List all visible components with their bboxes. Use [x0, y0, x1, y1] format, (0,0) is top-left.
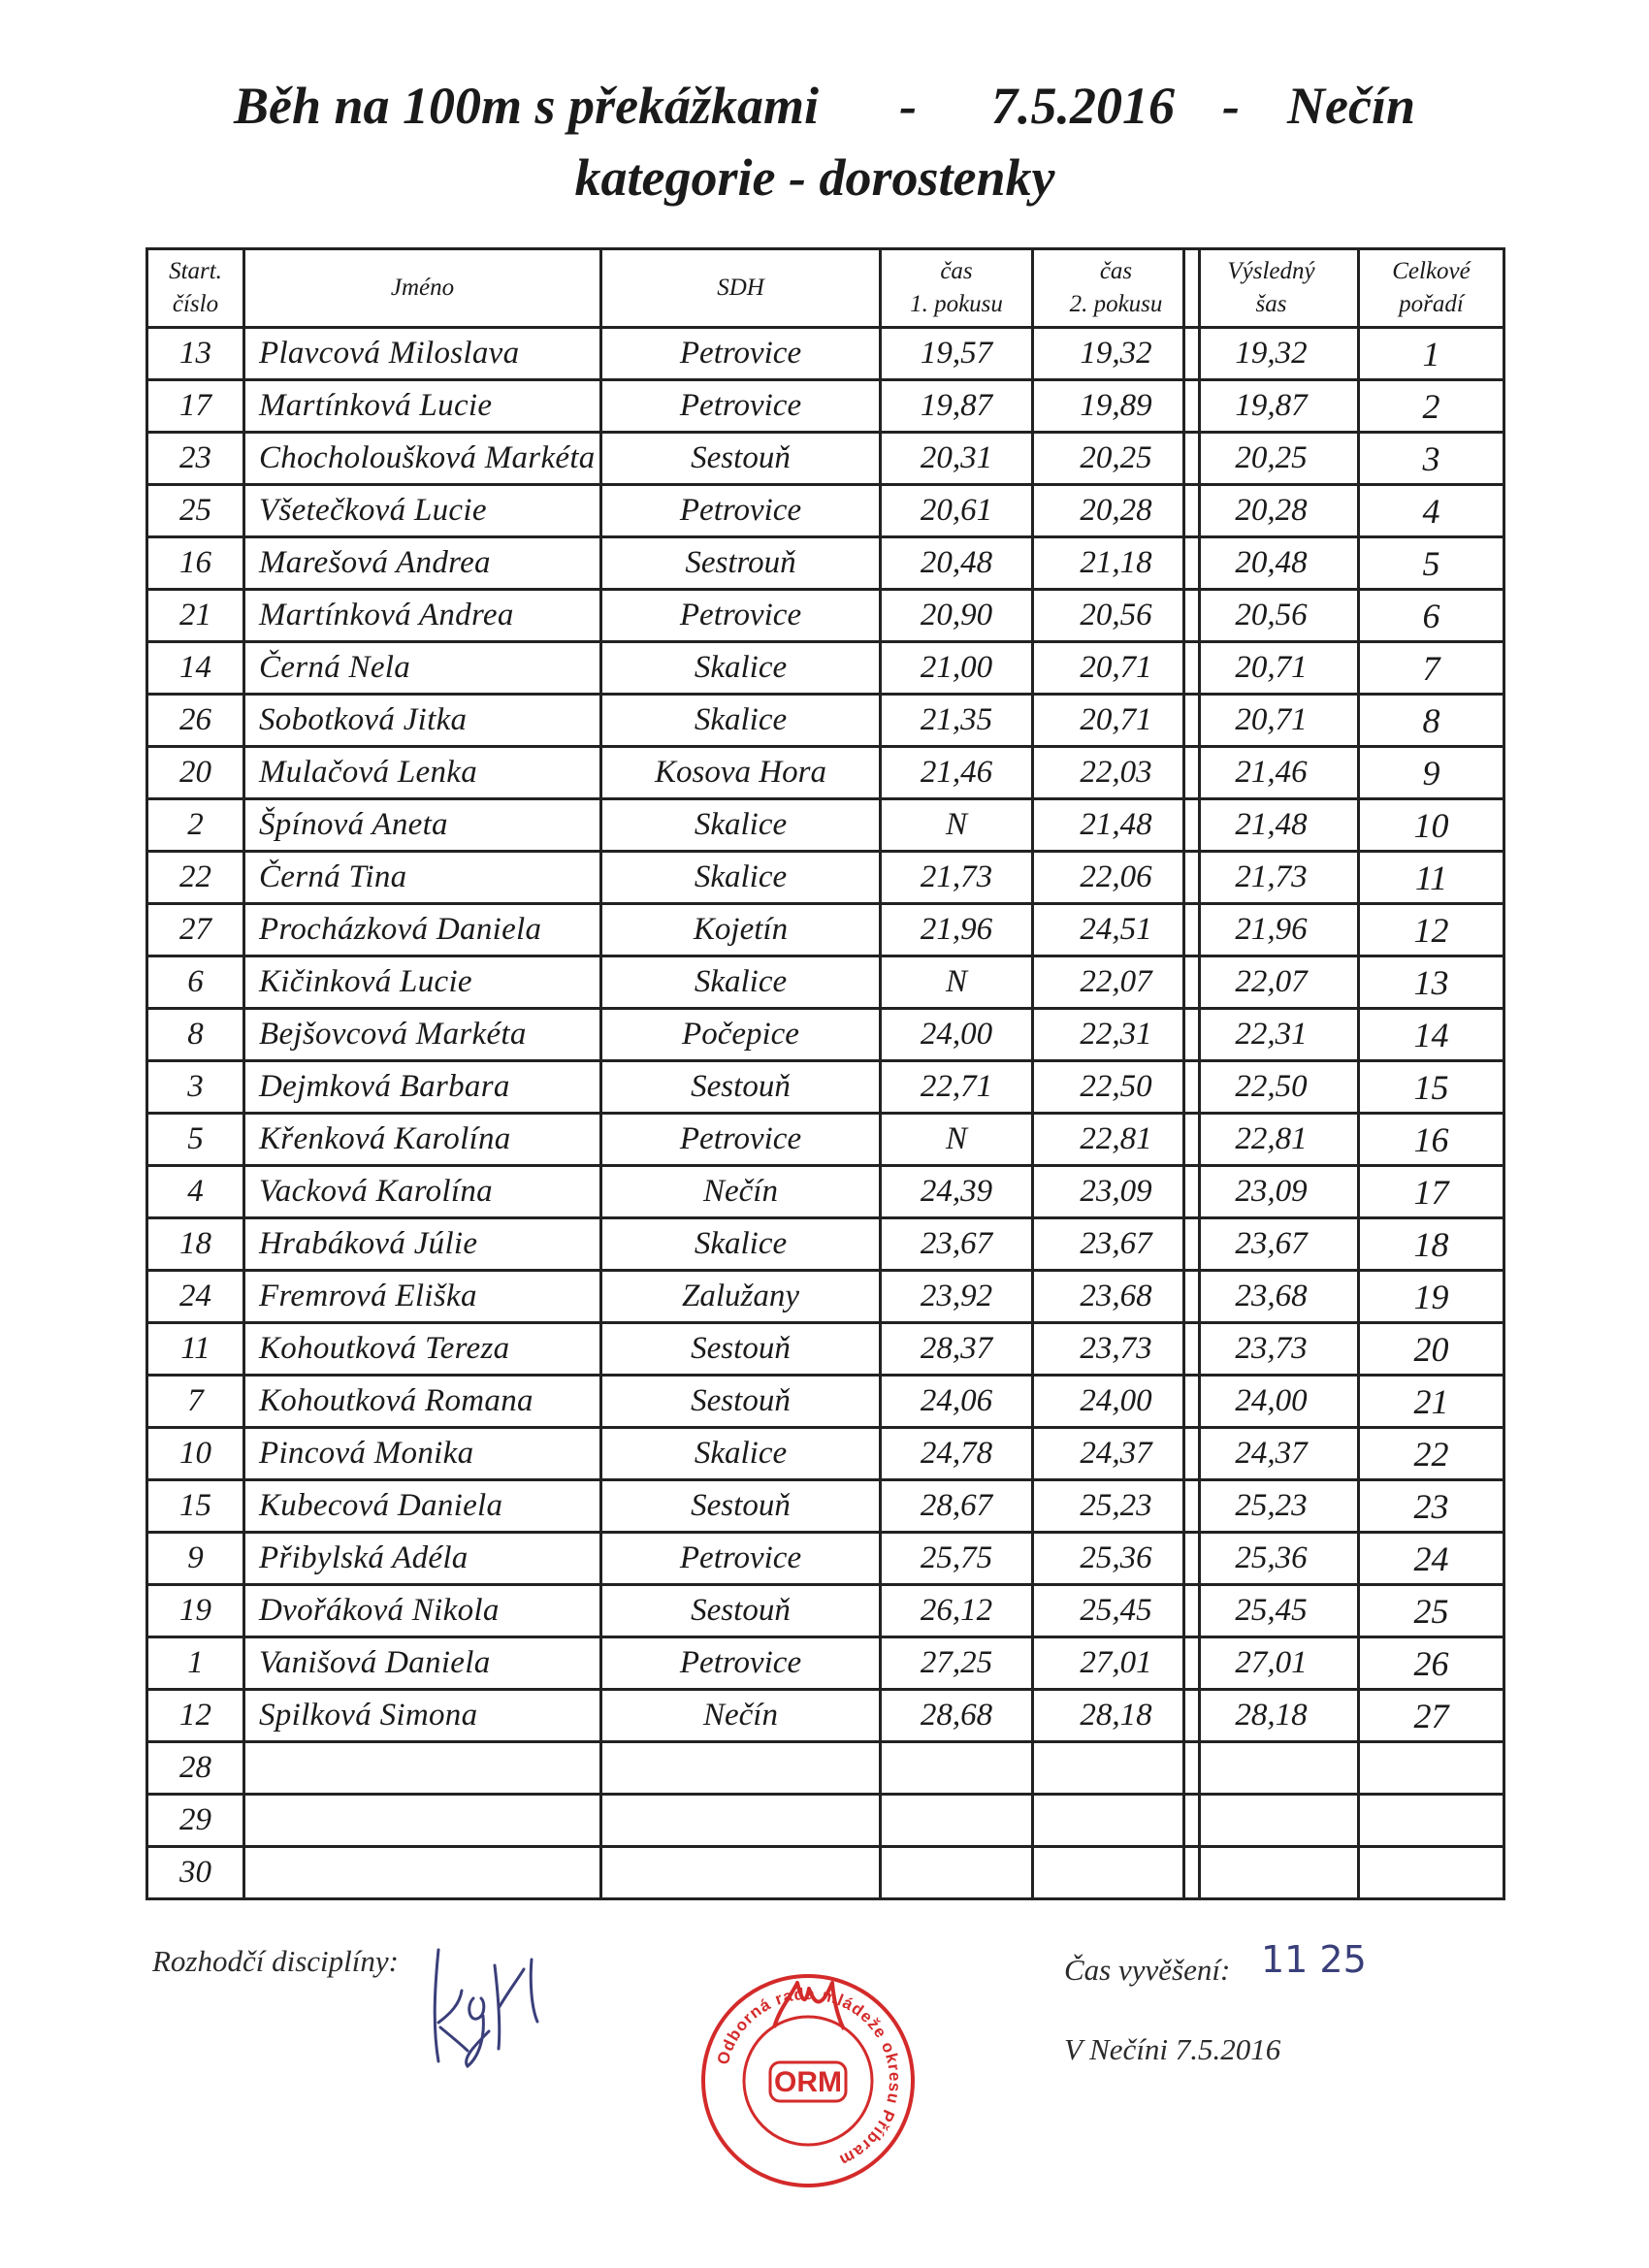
table-header-row	[147, 249, 1200, 328]
result-cell: 20,71	[1184, 642, 1359, 695]
rank-cell: 20	[1359, 1323, 1504, 1376]
table-row	[1184, 1166, 1504, 1218]
rank-cell: 7	[1359, 642, 1504, 695]
start-number-cell: 9	[147, 1533, 244, 1585]
result-cell	[1184, 1742, 1359, 1795]
start-number-cell: 3	[147, 1061, 244, 1114]
time2-cell: 21,48	[1033, 799, 1200, 852]
time1-cell: 20,31	[881, 433, 1033, 485]
table-row	[147, 1271, 1200, 1323]
table-row	[1184, 1271, 1504, 1323]
table-row	[147, 1847, 1200, 1899]
time1-cell	[881, 1847, 1033, 1899]
sdh-cell: Kosova Hora	[601, 747, 881, 799]
sdh-cell: Nečín	[601, 1166, 881, 1218]
title-separator: -	[899, 77, 918, 135]
rank-cell: 10	[1359, 799, 1504, 852]
rank-cell	[1359, 1847, 1504, 1899]
time2-cell: 20,28	[1033, 485, 1200, 537]
column-header-result: Výsledný šas	[1184, 249, 1359, 328]
table-row	[147, 1585, 1200, 1637]
table-row	[147, 1218, 1200, 1271]
result-cell: 21,73	[1184, 852, 1359, 904]
name-cell: Chocholoušková Markéta	[244, 433, 601, 485]
time1-cell	[881, 1742, 1033, 1795]
start-number-cell: 20	[147, 747, 244, 799]
column-header-rank: Celkové pořadí	[1359, 249, 1504, 328]
rank-cell: 18	[1359, 1218, 1504, 1271]
name-cell	[244, 1742, 601, 1795]
sdh-cell: Nečín	[601, 1690, 881, 1742]
start-number-cell: 25	[147, 485, 244, 537]
result-cell: 21,46	[1184, 747, 1359, 799]
name-cell: Procházková Daniela	[244, 904, 601, 956]
table-row	[1184, 1795, 1504, 1847]
sdh-cell: Skalice	[601, 852, 881, 904]
result-cell: 22,81	[1184, 1114, 1359, 1166]
name-cell: Martínková Andrea	[244, 590, 601, 642]
rank-cell	[1359, 1795, 1504, 1847]
rank-cell: 3	[1359, 433, 1504, 485]
table-row	[1184, 1690, 1504, 1742]
table-row	[147, 956, 1200, 1009]
start-number-cell: 21	[147, 590, 244, 642]
start-number-cell: 5	[147, 1114, 244, 1166]
time1-cell: 23,92	[881, 1271, 1033, 1323]
name-cell: Martínková Lucie	[244, 380, 601, 433]
table-row	[147, 380, 1200, 433]
time2-cell: 23,09	[1033, 1166, 1200, 1218]
table-row	[1184, 956, 1504, 1009]
table-row	[147, 1166, 1200, 1218]
rank-cell: 22	[1359, 1428, 1504, 1480]
table-row	[147, 1480, 1200, 1533]
table-row	[147, 904, 1200, 956]
sdh-cell	[601, 1847, 881, 1899]
table-row	[1184, 1376, 1504, 1428]
time1-cell: 21,73	[881, 852, 1033, 904]
result-cell: 25,23	[1184, 1480, 1359, 1533]
sdh-cell: Sestouň	[601, 1376, 881, 1428]
sdh-cell: Petrovice	[601, 380, 881, 433]
time2-cell: 19,89	[1033, 380, 1200, 433]
start-number-cell: 8	[147, 1009, 244, 1061]
result-cell: 28,18	[1184, 1690, 1359, 1742]
start-number-cell: 23	[147, 433, 244, 485]
rank-cell: 11	[1359, 852, 1504, 904]
table-row	[1184, 1009, 1504, 1061]
rank-cell: 6	[1359, 590, 1504, 642]
table-row	[147, 1428, 1200, 1480]
start-number-cell: 6	[147, 956, 244, 1009]
table-row	[1184, 1323, 1504, 1376]
table-row	[147, 1690, 1200, 1742]
rank-cell: 2	[1359, 380, 1504, 433]
sdh-cell: Sestouň	[601, 1480, 881, 1533]
table-row	[147, 642, 1200, 695]
name-cell: Bejšovcová Markéta	[244, 1009, 601, 1061]
table-row	[147, 590, 1200, 642]
table-row	[147, 433, 1200, 485]
result-cell: 22,31	[1184, 1009, 1359, 1061]
table-row	[1184, 1847, 1504, 1899]
table-row	[147, 1533, 1200, 1585]
svg-text:Odborná rada mládeže okresu Př: Odborná rada mládeže okresu Příbram	[713, 1984, 905, 2170]
start-number-cell: 27	[147, 904, 244, 956]
name-cell: Dejmková Barbara	[244, 1061, 601, 1114]
time2-cell: 21,18	[1033, 537, 1200, 590]
table-row	[1184, 642, 1504, 695]
name-cell: Kohoutková Tereza	[244, 1323, 601, 1376]
name-cell: Vacková Karolína	[244, 1166, 601, 1218]
table-row	[1184, 904, 1504, 956]
time1-cell: 28,67	[881, 1480, 1033, 1533]
result-cell	[1184, 1795, 1359, 1847]
time1-cell: 24,39	[881, 1166, 1033, 1218]
name-cell: Pincová Monika	[244, 1428, 601, 1480]
result-cell: 22,50	[1184, 1061, 1359, 1114]
name-cell: Všetečková Lucie	[244, 485, 601, 537]
time2-cell: 20,25	[1033, 433, 1200, 485]
time2-cell: 19,32	[1033, 328, 1200, 380]
name-cell: Kičinková Lucie	[244, 956, 601, 1009]
time1-cell: 28,37	[881, 1323, 1033, 1376]
name-cell: Hrabáková Júlie	[244, 1218, 601, 1271]
time1-cell: 21,35	[881, 695, 1033, 747]
sdh-cell	[601, 1795, 881, 1847]
sdh-cell	[601, 1742, 881, 1795]
table-row	[147, 328, 1200, 380]
result-cell: 22,07	[1184, 956, 1359, 1009]
sdh-cell: Kojetín	[601, 904, 881, 956]
time1-cell: N	[881, 956, 1033, 1009]
column-header-sdh: SDH	[601, 249, 881, 328]
start-number-cell: 30	[147, 1847, 244, 1899]
time1-cell: 28,68	[881, 1690, 1033, 1742]
time1-cell: 19,57	[881, 328, 1033, 380]
result-cell: 25,45	[1184, 1585, 1359, 1637]
rank-cell: 12	[1359, 904, 1504, 956]
sdh-cell: Skalice	[601, 956, 881, 1009]
name-cell: Sobotková Jitka	[244, 695, 601, 747]
result-cell: 20,71	[1184, 695, 1359, 747]
sdh-cell: Petrovice	[601, 328, 881, 380]
start-number-cell: 4	[147, 1166, 244, 1218]
name-cell: Mulačová Lenka	[244, 747, 601, 799]
time1-cell: 21,00	[881, 642, 1033, 695]
final-results-table	[1182, 247, 1505, 1900]
rank-cell: 4	[1359, 485, 1504, 537]
sdh-cell: Skalice	[601, 1428, 881, 1480]
time1-cell: 27,25	[881, 1637, 1033, 1690]
name-cell: Dvořáková Nikola	[244, 1585, 601, 1637]
table-row	[147, 1114, 1200, 1166]
table-row	[147, 695, 1200, 747]
rank-cell: 16	[1359, 1114, 1504, 1166]
start-number-cell: 7	[147, 1376, 244, 1428]
result-cell: 20,28	[1184, 485, 1359, 537]
time2-cell: 20,71	[1033, 642, 1200, 695]
time2-cell	[1033, 1742, 1200, 1795]
result-cell: 25,36	[1184, 1533, 1359, 1585]
time2-cell: 22,81	[1033, 1114, 1200, 1166]
page-title	[0, 76, 1649, 136]
name-cell: Plavcová Miloslava	[244, 328, 601, 380]
table-row	[1184, 1061, 1504, 1114]
start-number-cell: 13	[147, 328, 244, 380]
judge-signature	[417, 1930, 572, 2076]
rank-cell: 19	[1359, 1271, 1504, 1323]
sdh-cell: Petrovice	[601, 590, 881, 642]
rank-cell: 24	[1359, 1533, 1504, 1585]
table-row	[147, 852, 1200, 904]
results-table	[146, 247, 1201, 1900]
start-number-cell: 15	[147, 1480, 244, 1533]
start-number-cell: 24	[147, 1271, 244, 1323]
table-row	[1184, 852, 1504, 904]
time1-cell: 22,71	[881, 1061, 1033, 1114]
result-cell: 23,09	[1184, 1166, 1359, 1218]
result-cell: 23,67	[1184, 1218, 1359, 1271]
name-cell: Špínová Aneta	[244, 799, 601, 852]
sdh-cell: Sestouň	[601, 433, 881, 485]
sdh-cell: Skalice	[601, 695, 881, 747]
result-cell: 24,37	[1184, 1428, 1359, 1480]
table-row	[1184, 328, 1504, 380]
time1-cell: 23,67	[881, 1218, 1033, 1271]
table-row	[147, 1009, 1200, 1061]
column-header-time1: čas 1. pokusu	[881, 249, 1033, 328]
rank-cell: 14	[1359, 1009, 1504, 1061]
result-cell: 19,87	[1184, 380, 1359, 433]
rank-cell: 5	[1359, 537, 1504, 590]
table-row	[1184, 1428, 1504, 1480]
time2-cell: 23,68	[1033, 1271, 1200, 1323]
start-number-cell: 10	[147, 1428, 244, 1480]
table-row	[1184, 537, 1504, 590]
table-row	[147, 799, 1200, 852]
time2-cell: 24,00	[1033, 1376, 1200, 1428]
result-cell: 19,32	[1184, 328, 1359, 380]
place-date: V Nečíni 7.5.2016	[1064, 2032, 1281, 2066]
start-number-cell: 18	[147, 1218, 244, 1271]
title-place: Nečín	[1287, 77, 1415, 135]
column-header-time2: čas 2. pokusu	[1033, 249, 1200, 328]
start-number-cell: 2	[147, 799, 244, 852]
time2-cell: 22,07	[1033, 956, 1200, 1009]
sdh-cell: Zalužany	[601, 1271, 881, 1323]
result-cell: 23,73	[1184, 1323, 1359, 1376]
title-date: 7.5.2016	[991, 77, 1176, 135]
name-cell	[244, 1847, 601, 1899]
table-row	[1184, 590, 1504, 642]
sdh-cell: Sestouň	[601, 1585, 881, 1637]
sdh-cell: Petrovice	[601, 485, 881, 537]
start-number-cell: 16	[147, 537, 244, 590]
time1-cell: 21,46	[881, 747, 1033, 799]
time1-cell: 24,00	[881, 1009, 1033, 1061]
result-cell: 20,48	[1184, 537, 1359, 590]
rank-cell: 8	[1359, 695, 1504, 747]
start-number-cell: 26	[147, 695, 244, 747]
table-row	[147, 537, 1200, 590]
sdh-cell: Skalice	[601, 799, 881, 852]
table-row	[1184, 799, 1504, 852]
judge-label: Rozhodčí disciplíny:	[152, 1944, 399, 1978]
time1-cell: 24,06	[881, 1376, 1033, 1428]
time1-cell: N	[881, 799, 1033, 852]
time1-cell	[881, 1795, 1033, 1847]
result-cell	[1184, 1847, 1359, 1899]
table-row	[147, 747, 1200, 799]
posted-time-label: Čas vyvěšení:	[1064, 1953, 1231, 1987]
sdh-cell: Petrovice	[601, 1637, 881, 1690]
table-row	[147, 1061, 1200, 1114]
sdh-cell: Sestouň	[601, 1061, 881, 1114]
table-row	[147, 485, 1200, 537]
sdh-cell: Skalice	[601, 1218, 881, 1271]
time2-cell: 20,56	[1033, 590, 1200, 642]
sdh-cell: Petrovice	[601, 1114, 881, 1166]
time2-cell: 25,23	[1033, 1480, 1200, 1533]
time1-cell: 25,75	[881, 1533, 1033, 1585]
rank-cell: 9	[1359, 747, 1504, 799]
time2-cell: 24,51	[1033, 904, 1200, 956]
start-number-cell: 1	[147, 1637, 244, 1690]
title-separator: -	[1222, 77, 1241, 135]
table-row	[1184, 1480, 1504, 1533]
table-row	[1184, 433, 1504, 485]
sdh-cell: Počepice	[601, 1009, 881, 1061]
name-cell: Kohoutková Romana	[244, 1376, 601, 1428]
table-row	[147, 1376, 1200, 1428]
table-row	[1184, 1218, 1504, 1271]
start-number-cell: 29	[147, 1795, 244, 1847]
time1-cell: 24,78	[881, 1428, 1033, 1480]
page-subtitle: kategorie - dorostenky	[574, 148, 1055, 207]
time2-cell: 24,37	[1033, 1428, 1200, 1480]
table-row	[1184, 695, 1504, 747]
title-event: Běh na 100m s překážkami	[233, 77, 820, 135]
time2-cell: 27,01	[1033, 1637, 1200, 1690]
rank-cell: 23	[1359, 1480, 1504, 1533]
name-cell: Černá Nela	[244, 642, 601, 695]
table-row	[1184, 485, 1504, 537]
svg-text:ORM: ORM	[774, 2066, 842, 2098]
table-row	[147, 1323, 1200, 1376]
rank-cell: 15	[1359, 1061, 1504, 1114]
time2-cell: 22,03	[1033, 747, 1200, 799]
time1-cell: N	[881, 1114, 1033, 1166]
table-row	[1184, 747, 1504, 799]
start-number-cell: 17	[147, 380, 244, 433]
posted-time-value: 11 25	[1261, 1938, 1367, 1981]
table-row	[1184, 380, 1504, 433]
time1-cell: 26,12	[881, 1585, 1033, 1637]
time2-cell: 25,45	[1033, 1585, 1200, 1637]
time1-cell: 19,87	[881, 380, 1033, 433]
start-number-cell: 14	[147, 642, 244, 695]
time1-cell: 20,48	[881, 537, 1033, 590]
column-header-start: Start. číslo	[147, 249, 244, 328]
orm-stamp	[696, 1969, 920, 2192]
name-cell: Přibylská Adéla	[244, 1533, 601, 1585]
sdh-cell: Petrovice	[601, 1533, 881, 1585]
result-cell: 20,56	[1184, 590, 1359, 642]
table-row	[147, 1742, 1200, 1795]
sdh-cell: Sestouň	[601, 1323, 881, 1376]
result-cell: 23,68	[1184, 1271, 1359, 1323]
result-cell: 24,00	[1184, 1376, 1359, 1428]
table-row	[147, 1795, 1200, 1847]
name-cell: Kubecová Daniela	[244, 1480, 601, 1533]
table-header-row	[1184, 249, 1504, 328]
name-cell	[244, 1795, 601, 1847]
time2-cell: 22,31	[1033, 1009, 1200, 1061]
start-number-cell: 28	[147, 1742, 244, 1795]
name-cell: Fremrová Eliška	[244, 1271, 601, 1323]
name-cell: Vanišová Daniela	[244, 1637, 601, 1690]
time2-cell: 23,73	[1033, 1323, 1200, 1376]
start-number-cell: 22	[147, 852, 244, 904]
name-cell: Křenková Karolína	[244, 1114, 601, 1166]
start-number-cell: 19	[147, 1585, 244, 1637]
rank-cell	[1359, 1742, 1504, 1795]
table-row	[147, 1637, 1200, 1690]
time1-cell: 20,90	[881, 590, 1033, 642]
result-cell: 20,25	[1184, 433, 1359, 485]
name-cell: Marešová Andrea	[244, 537, 601, 590]
rank-cell: 17	[1359, 1166, 1504, 1218]
result-cell: 21,96	[1184, 904, 1359, 956]
table-row	[1184, 1114, 1504, 1166]
time1-cell: 20,61	[881, 485, 1033, 537]
rank-cell: 26	[1359, 1637, 1504, 1690]
time1-cell: 21,96	[881, 904, 1033, 956]
time2-cell: 28,18	[1033, 1690, 1200, 1742]
rank-cell: 21	[1359, 1376, 1504, 1428]
rank-cell: 13	[1359, 956, 1504, 1009]
time2-cell: 25,36	[1033, 1533, 1200, 1585]
time2-cell: 20,71	[1033, 695, 1200, 747]
sdh-cell: Skalice	[601, 642, 881, 695]
table-row	[1184, 1585, 1504, 1637]
table-row	[1184, 1742, 1504, 1795]
column-header-name: Jméno	[244, 249, 601, 328]
table-row	[1184, 1533, 1504, 1585]
time2-cell: 23,67	[1033, 1218, 1200, 1271]
table-row	[1184, 1637, 1504, 1690]
time2-cell: 22,50	[1033, 1061, 1200, 1114]
name-cell: Spilková Simona	[244, 1690, 601, 1742]
result-cell: 21,48	[1184, 799, 1359, 852]
time2-cell	[1033, 1795, 1200, 1847]
rank-cell: 1	[1359, 328, 1504, 380]
rank-cell: 25	[1359, 1585, 1504, 1637]
start-number-cell: 12	[147, 1690, 244, 1742]
rank-cell: 27	[1359, 1690, 1504, 1742]
time2-cell: 22,06	[1033, 852, 1200, 904]
time2-cell	[1033, 1847, 1200, 1899]
result-cell: 27,01	[1184, 1637, 1359, 1690]
name-cell: Černá Tina	[244, 852, 601, 904]
sdh-cell: Sestrouň	[601, 537, 881, 590]
start-number-cell: 11	[147, 1323, 244, 1376]
